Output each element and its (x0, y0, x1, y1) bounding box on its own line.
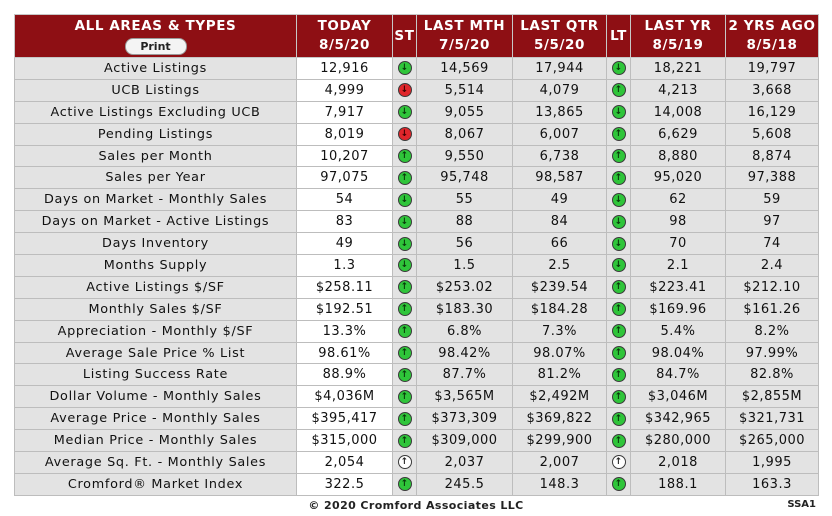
last-mth-value: $253.02 (417, 276, 513, 298)
two-yrs-ago-value: 97,388 (726, 167, 819, 189)
short-term-trend (393, 211, 417, 233)
row-label: Cromford® Market Index (15, 473, 297, 495)
up-arrow-green-icon: ↑ (398, 390, 412, 404)
two-yrs-ago-value: 2.4 (726, 255, 819, 277)
row-label: Monthly Sales $/SF (15, 298, 297, 320)
row-label: Median Price - Monthly Sales (15, 430, 297, 452)
row-label: Active Listings (15, 58, 297, 80)
today-value: $315,000 (297, 430, 393, 452)
two-yrs-ago-value: $321,731 (726, 408, 819, 430)
short-term-trend (393, 342, 417, 364)
last-qtr-value: 7.3% (513, 320, 607, 342)
up-arrow-green-icon: ↑ (398, 324, 412, 338)
table-row (15, 233, 819, 255)
today-value: $395,417 (297, 408, 393, 430)
last-mth-value: 5,514 (417, 79, 513, 101)
today-value: $258.11 (297, 276, 393, 298)
long-term-trend (607, 211, 631, 233)
last-yr-value: $280,000 (631, 430, 726, 452)
today-value: 322.5 (297, 473, 393, 495)
col-header-last-yr: LAST YR 8/5/19 (631, 15, 726, 58)
col-header-lt: LT (607, 15, 631, 58)
last-qtr-value: $239.54 (513, 276, 607, 298)
last-yr-value: $342,965 (631, 408, 726, 430)
short-term-trend (393, 364, 417, 386)
last-yr-value: $223.41 (631, 276, 726, 298)
down-arrow-red-icon: ↓ (398, 127, 412, 141)
up-arrow-green-icon: ↑ (398, 171, 412, 185)
last-mth-value: 1.5 (417, 255, 513, 277)
down-arrow-green-icon: ↓ (398, 61, 412, 75)
today-value: 49 (297, 233, 393, 255)
long-term-trend (607, 58, 631, 80)
last-yr-value: 84.7% (631, 364, 726, 386)
last-yr-value: 8,880 (631, 145, 726, 167)
two-yrs-ago-value: 8.2% (726, 320, 819, 342)
table-row (15, 211, 819, 233)
up-arrow-green-icon: ↑ (612, 127, 626, 141)
row-label: Days Inventory (15, 233, 297, 255)
up-arrow-green-icon: ↑ (398, 412, 412, 426)
two-yrs-ago-value: $161.26 (726, 298, 819, 320)
table-row (15, 298, 819, 320)
last-qtr-value: 2,007 (513, 452, 607, 474)
last-mth-value: 245.5 (417, 473, 513, 495)
today-value: 2,054 (297, 452, 393, 474)
long-term-trend (607, 167, 631, 189)
row-label: Months Supply (15, 255, 297, 277)
down-arrow-green-icon: ↓ (398, 105, 412, 119)
last-yr-value: 5.4% (631, 320, 726, 342)
today-value: 7,917 (297, 101, 393, 123)
table-body (15, 58, 819, 496)
table-title: ALL AREAS & TYPES (74, 18, 237, 34)
last-qtr-value: $2,492M (513, 386, 607, 408)
today-value: $4,036M (297, 386, 393, 408)
last-qtr-value: 49 (513, 189, 607, 211)
short-term-trend (393, 255, 417, 277)
row-label: Listing Success Rate (15, 364, 297, 386)
report-code: SSA1 (787, 498, 816, 510)
down-arrow-green-icon: ↓ (612, 61, 626, 75)
today-value: 88.9% (297, 364, 393, 386)
down-arrow-green-icon: ↓ (612, 237, 626, 251)
last-yr-value: 14,008 (631, 101, 726, 123)
two-yrs-ago-value: $2,855M (726, 386, 819, 408)
last-yr-value: $3,046M (631, 386, 726, 408)
short-term-trend (393, 167, 417, 189)
last-mth-value: 87.7% (417, 364, 513, 386)
table-row (15, 58, 819, 80)
last-yr-value: 70 (631, 233, 726, 255)
up-arrow-neutral-icon: ↑ (398, 455, 412, 469)
row-label: UCB Listings (15, 79, 297, 101)
table-row (15, 408, 819, 430)
long-term-trend (607, 342, 631, 364)
long-term-trend (607, 386, 631, 408)
table-row (15, 452, 819, 474)
up-arrow-green-icon: ↑ (398, 368, 412, 382)
short-term-trend (393, 320, 417, 342)
down-arrow-green-icon: ↓ (398, 193, 412, 207)
last-mth-value: 2,037 (417, 452, 513, 474)
up-arrow-green-icon: ↑ (612, 83, 626, 97)
table-row (15, 364, 819, 386)
table-row (15, 167, 819, 189)
last-mth-value: $183.30 (417, 298, 513, 320)
short-term-trend (393, 101, 417, 123)
last-qtr-value: $369,822 (513, 408, 607, 430)
up-arrow-neutral-icon: ↑ (612, 455, 626, 469)
two-yrs-ago-value: 1,995 (726, 452, 819, 474)
two-yrs-ago-value: 59 (726, 189, 819, 211)
last-mth-value: 8,067 (417, 123, 513, 145)
last-mth-value: 55 (417, 189, 513, 211)
table-row (15, 145, 819, 167)
last-yr-value: 98 (631, 211, 726, 233)
up-arrow-green-icon: ↑ (612, 171, 626, 185)
today-value: 4,999 (297, 79, 393, 101)
last-yr-value: 2.1 (631, 255, 726, 277)
two-yrs-ago-value: 74 (726, 233, 819, 255)
col-header-2-yrs-ago: 2 YRS AGO 8/5/18 (726, 15, 819, 58)
last-qtr-value: 148.3 (513, 473, 607, 495)
long-term-trend (607, 430, 631, 452)
row-label: Pending Listings (15, 123, 297, 145)
up-arrow-green-icon: ↑ (612, 412, 626, 426)
today-value: 83 (297, 211, 393, 233)
long-term-trend (607, 101, 631, 123)
table-row (15, 189, 819, 211)
table-row (15, 255, 819, 277)
down-arrow-green-icon: ↓ (612, 215, 626, 229)
today-value: 12,916 (297, 58, 393, 80)
up-arrow-green-icon: ↑ (612, 390, 626, 404)
col-header-last-qtr: LAST QTR 5/5/20 (513, 15, 607, 58)
up-arrow-green-icon: ↑ (612, 368, 626, 382)
col-date-today: 8/5/20 (318, 37, 371, 53)
last-qtr-value: 98.07% (513, 342, 607, 364)
last-qtr-value: $299,900 (513, 430, 607, 452)
up-arrow-green-icon: ↑ (398, 477, 412, 491)
row-label: Dollar Volume - Monthly Sales (15, 386, 297, 408)
market-table-container (14, 14, 818, 516)
table-row (15, 320, 819, 342)
down-arrow-green-icon: ↓ (398, 215, 412, 229)
two-yrs-ago-value: 19,797 (726, 58, 819, 80)
last-yr-value: 2,018 (631, 452, 726, 474)
last-qtr-value: 84 (513, 211, 607, 233)
short-term-trend (393, 298, 417, 320)
short-term-trend (393, 123, 417, 145)
short-term-trend (393, 386, 417, 408)
last-qtr-value: 2.5 (513, 255, 607, 277)
two-yrs-ago-value: 97 (726, 211, 819, 233)
last-yr-value: 188.1 (631, 473, 726, 495)
row-label: Average Sale Price % List (15, 342, 297, 364)
long-term-trend (607, 123, 631, 145)
col-date-2-yrs-ago: 8/5/18 (746, 37, 798, 53)
table-row (15, 101, 819, 123)
down-arrow-red-icon: ↓ (398, 83, 412, 97)
today-value: 13.3% (297, 320, 393, 342)
two-yrs-ago-value: 16,129 (726, 101, 819, 123)
up-arrow-green-icon: ↑ (612, 346, 626, 360)
down-arrow-green-icon: ↓ (612, 193, 626, 207)
last-qtr-value: 13,865 (513, 101, 607, 123)
short-term-trend (393, 430, 417, 452)
up-arrow-green-icon: ↑ (612, 280, 626, 294)
last-mth-value: 6.8% (417, 320, 513, 342)
short-term-trend (393, 145, 417, 167)
short-term-trend (393, 276, 417, 298)
last-mth-value: 95,748 (417, 167, 513, 189)
copyright-text: © 2020 Cromford Associates LLC (308, 498, 524, 512)
last-yr-value: 18,221 (631, 58, 726, 80)
market-stats-table (14, 14, 819, 496)
down-arrow-green-icon: ↓ (398, 258, 412, 272)
last-mth-value: $373,309 (417, 408, 513, 430)
down-arrow-green-icon: ↓ (398, 237, 412, 251)
long-term-trend (607, 452, 631, 474)
two-yrs-ago-value: 97.99% (726, 342, 819, 364)
row-label: Average Sq. Ft. - Monthly Sales (15, 452, 297, 474)
long-term-trend (607, 79, 631, 101)
last-yr-value: 95,020 (631, 167, 726, 189)
short-term-trend (393, 233, 417, 255)
table-row (15, 79, 819, 101)
row-label: Active Listings $/SF (15, 276, 297, 298)
long-term-trend (607, 255, 631, 277)
long-term-trend (607, 320, 631, 342)
today-value: 1.3 (297, 255, 393, 277)
down-arrow-green-icon: ↓ (612, 105, 626, 119)
last-qtr-value: $184.28 (513, 298, 607, 320)
last-qtr-value: 98,587 (513, 167, 607, 189)
last-qtr-value: 17,944 (513, 58, 607, 80)
two-yrs-ago-value: 5,608 (726, 123, 819, 145)
long-term-trend (607, 233, 631, 255)
row-label: Average Price - Monthly Sales (15, 408, 297, 430)
long-term-trend (607, 364, 631, 386)
row-label: Sales per Month (15, 145, 297, 167)
today-value: $192.51 (297, 298, 393, 320)
row-label: Sales per Year (15, 167, 297, 189)
short-term-trend (393, 189, 417, 211)
last-mth-value: 9,550 (417, 145, 513, 167)
short-term-trend (393, 473, 417, 495)
two-yrs-ago-value: $265,000 (726, 430, 819, 452)
col-header-st: ST (393, 15, 417, 58)
up-arrow-green-icon: ↑ (612, 149, 626, 163)
last-qtr-value: 4,079 (513, 79, 607, 101)
long-term-trend (607, 298, 631, 320)
row-label: Days on Market - Monthly Sales (15, 189, 297, 211)
table-row (15, 473, 819, 495)
long-term-trend (607, 145, 631, 167)
short-term-trend (393, 79, 417, 101)
two-yrs-ago-value: 163.3 (726, 473, 819, 495)
up-arrow-green-icon: ↑ (398, 434, 412, 448)
up-arrow-green-icon: ↑ (398, 149, 412, 163)
up-arrow-green-icon: ↑ (612, 324, 626, 338)
header-row (15, 15, 819, 58)
up-arrow-green-icon: ↑ (612, 477, 626, 491)
row-label: Appreciation - Monthly $/SF (15, 320, 297, 342)
print-button[interactable]: Print (125, 38, 187, 55)
short-term-trend (393, 58, 417, 80)
last-qtr-value: 81.2% (513, 364, 607, 386)
last-yr-value: 4,213 (631, 79, 726, 101)
today-value: 97,075 (297, 167, 393, 189)
two-yrs-ago-value: 8,874 (726, 145, 819, 167)
table-row (15, 123, 819, 145)
two-yrs-ago-value: 3,668 (726, 79, 819, 101)
up-arrow-green-icon: ↑ (612, 434, 626, 448)
today-value: 98.61% (297, 342, 393, 364)
last-yr-value: 62 (631, 189, 726, 211)
last-qtr-value: 66 (513, 233, 607, 255)
table-row (15, 386, 819, 408)
last-qtr-value: 6,007 (513, 123, 607, 145)
table-title-cell (15, 15, 297, 58)
col-date-last-qtr: 5/5/20 (533, 37, 586, 53)
today-value: 54 (297, 189, 393, 211)
today-value: 8,019 (297, 123, 393, 145)
col-header-today: TODAY 8/5/20 (297, 15, 393, 58)
col-date-last-yr: 8/5/19 (652, 37, 704, 53)
up-arrow-green-icon: ↑ (398, 280, 412, 294)
last-yr-value: 6,629 (631, 123, 726, 145)
up-arrow-green-icon: ↑ (612, 302, 626, 316)
footer (14, 496, 818, 516)
last-mth-value: 9,055 (417, 101, 513, 123)
last-mth-value: $309,000 (417, 430, 513, 452)
last-mth-value: 88 (417, 211, 513, 233)
long-term-trend (607, 473, 631, 495)
last-mth-value: 98.42% (417, 342, 513, 364)
last-yr-value: $169.96 (631, 298, 726, 320)
long-term-trend (607, 189, 631, 211)
col-date-last-mth: 7/5/20 (438, 37, 491, 53)
down-arrow-green-icon: ↓ (612, 258, 626, 272)
last-mth-value: 56 (417, 233, 513, 255)
table-row (15, 342, 819, 364)
row-label: Active Listings Excluding UCB (15, 101, 297, 123)
last-yr-value: 98.04% (631, 342, 726, 364)
last-qtr-value: 6,738 (513, 145, 607, 167)
table-row (15, 430, 819, 452)
col-header-last-mth: LAST MTH 7/5/20 (417, 15, 513, 58)
up-arrow-green-icon: ↑ (398, 302, 412, 316)
long-term-trend (607, 276, 631, 298)
short-term-trend (393, 408, 417, 430)
row-label: Days on Market - Active Listings (15, 211, 297, 233)
last-mth-value: 14,569 (417, 58, 513, 80)
last-mth-value: $3,565M (417, 386, 513, 408)
today-value: 10,207 (297, 145, 393, 167)
table-row (15, 276, 819, 298)
long-term-trend (607, 408, 631, 430)
up-arrow-green-icon: ↑ (398, 346, 412, 360)
short-term-trend (393, 452, 417, 474)
two-yrs-ago-value: 82.8% (726, 364, 819, 386)
two-yrs-ago-value: $212.10 (726, 276, 819, 298)
